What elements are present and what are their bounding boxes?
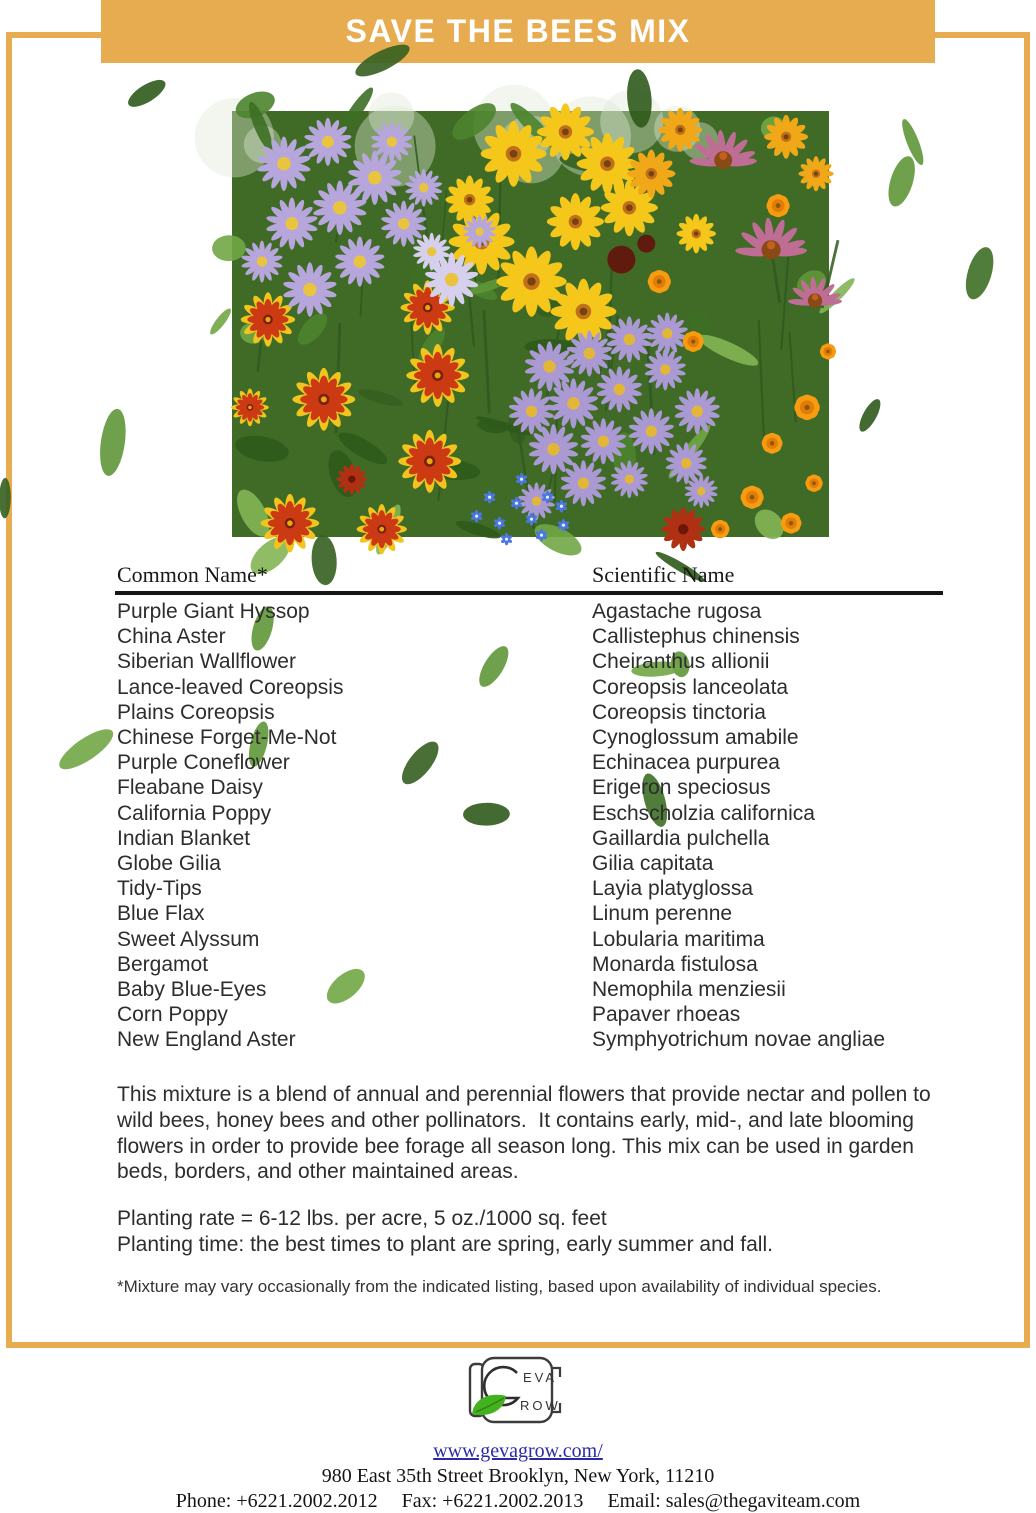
description-paragraph: This mixture is a blend of annual and perennial flowers that provide nectar and pollen to wild bees, honey bees and other pollinators. It contains early, mid-, and late blooming flowers in order to provide bee forage all season long. This mix can be used in garden beds, borders, and other maintained areas. [117, 1083, 937, 1184]
wildflower-photo [232, 111, 829, 537]
species-row [117, 952, 957, 977]
common-name-cell: Indian Blanket [117, 826, 251, 850]
common-name-cell: Globe Gilia [117, 852, 221, 876]
scientific-name-cell: Echinacea purpurea [592, 751, 780, 775]
phone-number: Phone: +6221.2002.2012 [175, 1490, 378, 1512]
planting-time-line: Planting time: the best times to plant are spring, early summer and fall. [117, 1233, 773, 1256]
scientific-name-cell: Gilia capitata [592, 852, 714, 876]
species-row [117, 901, 957, 926]
title-banner [101, 0, 935, 63]
species-row [117, 700, 957, 725]
common-name-header: Common Name* [117, 562, 268, 587]
species-row [117, 977, 957, 1002]
scientific-name-cell: Gaillardia pulchella [592, 826, 770, 850]
scientific-name-cell: Callistephus chinensis [592, 625, 800, 649]
fax-number: Fax: +6221.2002.2013 [401, 1490, 584, 1512]
common-name-cell: California Poppy [117, 801, 272, 825]
common-name-cell: Bergamot [117, 952, 209, 976]
species-row [117, 1002, 957, 1027]
common-name-cell: Tidy-Tips [117, 877, 202, 901]
species-row [117, 1027, 957, 1052]
scientific-name-cell: Erigeron speciosus [592, 776, 771, 800]
common-name-cell: Plains Coreopsis [117, 700, 275, 724]
common-name-cell: Sweet Alyssum [117, 927, 260, 951]
species-list [117, 599, 957, 1053]
common-name-cell: Fleabane Daisy [117, 776, 263, 800]
scientific-name-cell: Linum perenne [592, 902, 733, 926]
common-name-cell: Blue Flax [117, 902, 205, 926]
common-name-cell: New England Aster [117, 1028, 296, 1052]
scientific-name-cell: Layia platyglossa [592, 877, 754, 901]
scientific-name-cell: Coreopsis lanceolata [592, 675, 789, 699]
common-name-cell: China Aster [117, 625, 226, 649]
common-name-cell: Chinese Forget-Me-Not [117, 726, 337, 750]
species-row [117, 775, 957, 800]
contact-line [176, 1490, 860, 1513]
scientific-name-cell: Coreopsis tinctoria [592, 700, 766, 724]
species-row [117, 801, 957, 826]
scientific-name-cell: Eschscholzia californica [592, 801, 815, 825]
logo-text-eva: EVA [523, 1370, 558, 1385]
scientific-name-cell: Cheiranthus allionii [592, 650, 770, 674]
species-row [117, 876, 957, 901]
scientific-name-cell: Papaver rhoeas [592, 1003, 741, 1027]
species-row [117, 927, 957, 952]
scientific-name-cell: Monarda fistulosa [592, 952, 758, 976]
scientific-name-cell: Cynoglossum amabile [592, 726, 799, 750]
email-address: Email: sales@thegaviteam.com [607, 1490, 861, 1512]
species-row [117, 599, 957, 624]
mixture-disclaimer: *Mixture may vary occasionally from the indicated listing, based upon availability of individual species. [117, 1277, 882, 1296]
species-row [117, 750, 957, 775]
common-name-cell: Corn Poppy [117, 1003, 228, 1027]
species-row [117, 725, 957, 750]
species-table-header [117, 562, 945, 590]
planting-rate-line: Planting rate = 6-12 lbs. per acre, 5 oz./1000 sq. feet [117, 1207, 607, 1230]
species-row [117, 649, 957, 674]
address-line: 980 East 35th Street Brooklyn, New York, 11210 [321, 1465, 715, 1487]
species-row [117, 851, 957, 876]
page-title: SAVE THE BEES MIX [345, 13, 691, 49]
species-row [117, 624, 957, 649]
footer [0, 1352, 1036, 1513]
common-name-cell: Purple Giant Hyssop [117, 600, 310, 623]
common-name-cell: Lance-leaved Coreopsis [117, 675, 344, 699]
scientific-name-cell: Agastache rugosa [592, 600, 762, 623]
species-row [117, 675, 957, 700]
website-link[interactable]: www.gevagrow.com/ [433, 1440, 603, 1462]
species-row [117, 826, 957, 851]
logo-text-row: ROW [520, 1398, 561, 1413]
scientific-name-cell: Symphyotrichum novae angliae [592, 1028, 885, 1052]
planting-info [117, 1206, 953, 1258]
header-rule [115, 591, 943, 595]
scientific-name-header: Scientific Name [592, 562, 735, 587]
common-name-cell: Siberian Wallflower [117, 650, 296, 674]
scientific-name-cell: Nemophila menziesii [592, 978, 786, 1002]
scientific-name-cell: Lobularia maritima [592, 927, 765, 951]
common-name-cell: Baby Blue-Eyes [117, 978, 267, 1002]
gevagrow-logo [460, 1352, 576, 1438]
common-name-cell: Purple Coneflower [117, 751, 290, 775]
